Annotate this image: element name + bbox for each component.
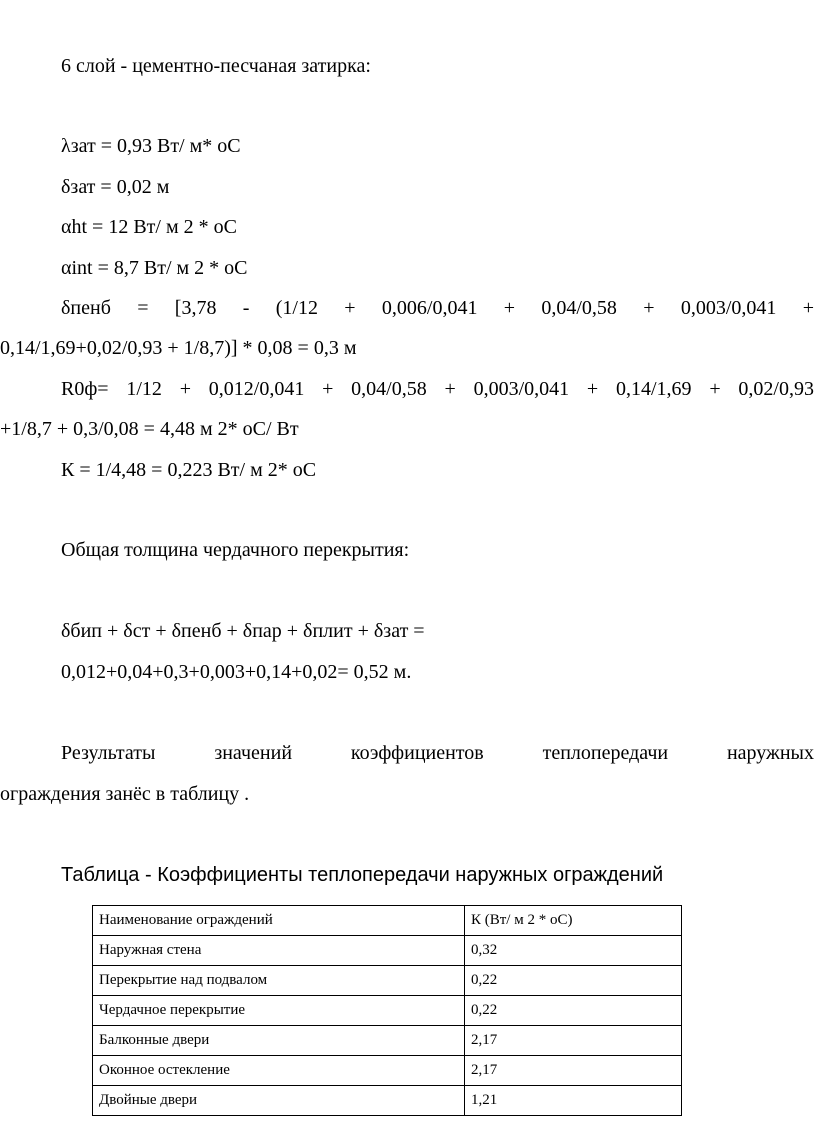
table-row bbox=[93, 1056, 682, 1086]
formula-token: + bbox=[179, 378, 191, 400]
row-value: 2,17 bbox=[465, 1056, 682, 1086]
row-name: Чердачное перекрытие bbox=[93, 996, 465, 1026]
total-formula: δбип + δст + δпенб + δпар + δплит + δзат = bbox=[61, 620, 425, 642]
formula-k: К = 1/4,48 = 0,223 Вт/ м 2* оС bbox=[61, 459, 317, 481]
total-result: 0,012+0,04+0,3+0,003+0,14+0,02= 0,52 м. bbox=[61, 661, 412, 683]
formula-token: + bbox=[322, 378, 334, 400]
total-heading: Общая толщина чердачного перекрытия: bbox=[61, 539, 410, 561]
row-name: Балконные двери bbox=[93, 1026, 465, 1056]
table-caption: Таблица - Коэффициенты теплопередачи наружных ограждений bbox=[61, 864, 664, 886]
text-word: теплопередачи bbox=[542, 742, 669, 764]
param-delta: δзат = 0,02 м bbox=[61, 176, 170, 198]
formula-token: 0,04/0,58 bbox=[351, 378, 427, 400]
formula-token: = bbox=[137, 297, 149, 319]
results-text-line1 bbox=[61, 741, 814, 765]
formula-penb-line1 bbox=[61, 296, 814, 320]
text-word: Результаты bbox=[61, 742, 156, 764]
formula-token: 0,012/0,041 bbox=[208, 378, 305, 400]
param-alpha-int: αint = 8,7 Вт/ м 2 * оС bbox=[61, 257, 248, 279]
formula-token: + bbox=[444, 378, 456, 400]
formula-token: + bbox=[503, 297, 516, 319]
param-alpha-ht: αht = 12 Вт/ м 2 * оС bbox=[61, 216, 237, 238]
coefficients-table bbox=[92, 905, 682, 1116]
formula-token: + bbox=[344, 297, 356, 319]
formula-token: 0,14/1,69 bbox=[615, 378, 692, 400]
header-name: Наименование ограждений bbox=[93, 906, 465, 936]
layer-heading: 6 слой - цементно-песчаная затирка: bbox=[61, 55, 371, 77]
formula-r0-line2: +1/8,7 + 0,3/0,08 = 4,48 м 2* оС/ Вт bbox=[0, 418, 299, 440]
table-row bbox=[93, 996, 682, 1026]
formula-token: (1/12 bbox=[275, 297, 318, 319]
row-value: 1,21 bbox=[465, 1086, 682, 1116]
text-word: значений bbox=[214, 742, 293, 764]
row-value: 2,17 bbox=[465, 1026, 682, 1056]
formula-token: 0,04/0,58 bbox=[541, 297, 617, 319]
formula-token: + bbox=[709, 378, 721, 400]
formula-token: [3,78 bbox=[174, 297, 217, 319]
formula-r0-line1 bbox=[61, 377, 814, 401]
table-header-row bbox=[93, 906, 682, 936]
formula-token: - bbox=[242, 297, 250, 319]
formula-penb-line2: 0,14/1,69+0,02/0,93 + 1/8,7)] * 0,08 = 0,3 м bbox=[0, 337, 357, 359]
formula-token: 0,003/0,041 bbox=[473, 378, 570, 400]
formula-token: + bbox=[643, 297, 655, 319]
row-value: 0,22 bbox=[465, 966, 682, 996]
table-row bbox=[93, 1026, 682, 1056]
formula-token: 0,003/0,041 bbox=[680, 297, 777, 319]
header-k-value: К (Вт/ м 2 * оС) bbox=[465, 906, 682, 936]
text-word: коэффициентов bbox=[350, 742, 484, 764]
table-row bbox=[93, 936, 682, 966]
text-word: наружных bbox=[726, 742, 814, 764]
formula-token: 0,006/0,041 bbox=[381, 297, 478, 319]
row-value: 0,32 bbox=[465, 936, 682, 966]
param-lambda: λзат = 0,93 Вт/ м* оС bbox=[61, 135, 241, 157]
formula-token: δпенб bbox=[61, 297, 111, 319]
table-row bbox=[93, 966, 682, 996]
formula-token: + bbox=[802, 297, 814, 319]
row-value: 0,22 bbox=[465, 996, 682, 1026]
formula-token: 0,02/0,93 bbox=[738, 378, 814, 400]
row-name: Наружная стена bbox=[93, 936, 465, 966]
formula-token: 1/12 bbox=[126, 378, 162, 400]
formula-token: + bbox=[586, 378, 599, 400]
row-name: Двойные двери bbox=[93, 1086, 465, 1116]
table-row bbox=[93, 1086, 682, 1116]
row-name: Перекрытие над подвалом bbox=[93, 966, 465, 996]
results-text-line2: ограждения занёс в таблицу . bbox=[0, 783, 250, 805]
row-name: Оконное остекление bbox=[93, 1056, 465, 1086]
formula-token: R0ф= bbox=[61, 378, 109, 400]
